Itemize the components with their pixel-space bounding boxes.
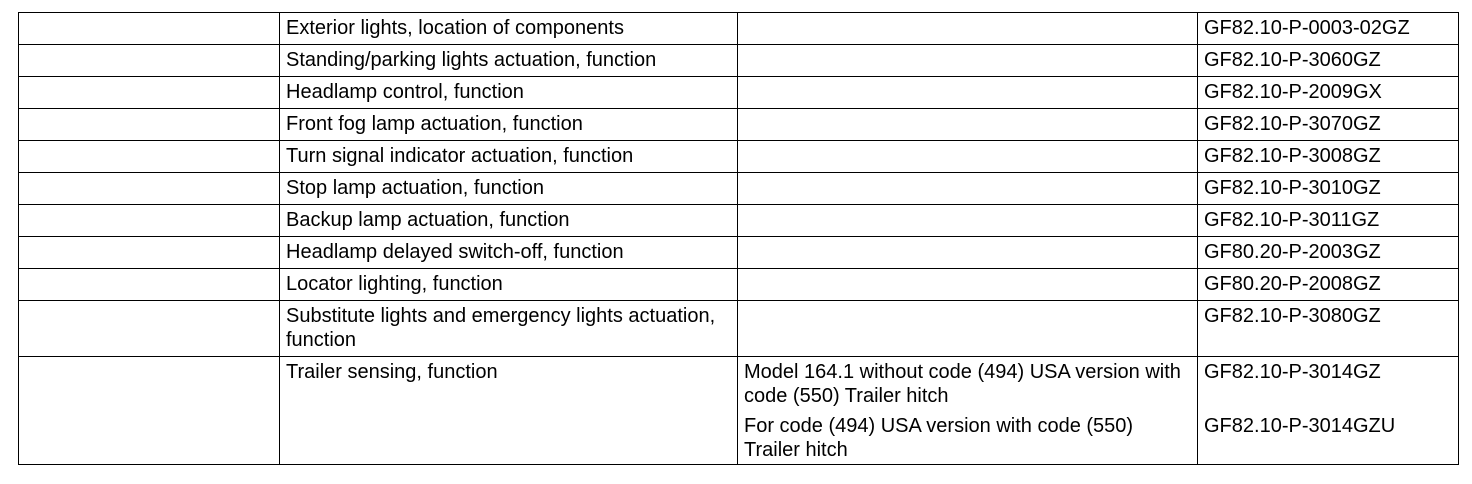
table-row bbox=[19, 269, 1459, 301]
document-code-cell[interactable]: GF82.10-P-3060GZ bbox=[1198, 45, 1459, 77]
reference-table bbox=[18, 12, 1459, 465]
document-code-cell[interactable]: GF82.10-P-3011GZ bbox=[1198, 205, 1459, 237]
table-row bbox=[19, 141, 1459, 173]
document-title-cell: Locator lighting, function bbox=[280, 269, 738, 301]
document-code-cell[interactable]: GF82.10-P-3008GZ bbox=[1198, 141, 1459, 173]
document-title-cell: Substitute lights and emergency lights actuation, function bbox=[280, 301, 738, 357]
empty-cell bbox=[19, 269, 280, 301]
document-title-cell: Turn signal indicator actuation, function bbox=[280, 141, 738, 173]
empty-cell bbox=[19, 77, 280, 109]
empty-cell bbox=[19, 13, 280, 45]
empty-cell bbox=[19, 45, 280, 77]
note-cell bbox=[738, 109, 1198, 141]
empty-cell bbox=[19, 109, 280, 141]
note-cell bbox=[738, 141, 1198, 173]
table-row bbox=[19, 45, 1459, 77]
note-cell bbox=[738, 13, 1198, 45]
table-row bbox=[19, 77, 1459, 109]
empty-cell bbox=[19, 237, 280, 269]
empty-cell bbox=[19, 141, 280, 173]
note-cell bbox=[738, 301, 1198, 357]
note-cell bbox=[738, 357, 1198, 465]
empty-cell bbox=[19, 357, 280, 465]
table-row bbox=[19, 237, 1459, 269]
document-title-cell: Exterior lights, location of components bbox=[280, 13, 738, 45]
document-code-cell[interactable]: GF82.10-P-3080GZ bbox=[1198, 301, 1459, 357]
note-cell bbox=[738, 237, 1198, 269]
document-title-cell: Standing/parking lights actuation, function bbox=[280, 45, 738, 77]
document-code-cell[interactable]: GF82.10-P-3010GZ bbox=[1198, 173, 1459, 205]
note-cell bbox=[738, 269, 1198, 301]
document-code-link[interactable]: GF82.10-P-3014GZU bbox=[1204, 415, 1396, 437]
document-code-cell[interactable]: GF82.10-P-2009GX bbox=[1198, 77, 1459, 109]
table-row bbox=[19, 357, 1459, 465]
empty-cell bbox=[19, 173, 280, 205]
table-row bbox=[19, 173, 1459, 205]
table-row bbox=[19, 109, 1459, 141]
table-row bbox=[19, 13, 1459, 45]
note-cell bbox=[738, 45, 1198, 77]
document-title-cell: Headlamp delayed switch-off, function bbox=[280, 237, 738, 269]
document-code-cell[interactable]: GF82.10-P-3070GZ bbox=[1198, 109, 1459, 141]
note-entry: Model 164.1 without code (494) USA version with code (550) Trailer hitch bbox=[744, 361, 1181, 407]
document-title-cell: Trailer sensing, function bbox=[280, 357, 738, 465]
document-title-cell: Backup lamp actuation, function bbox=[280, 205, 738, 237]
note-entry: For code (494) USA version with code (550) Trailer hitch bbox=[744, 415, 1134, 461]
empty-cell bbox=[19, 205, 280, 237]
note-cell bbox=[738, 173, 1198, 205]
note-cell bbox=[738, 205, 1198, 237]
table-row bbox=[19, 301, 1459, 357]
document-title-cell: Stop lamp actuation, function bbox=[280, 173, 738, 205]
note-cell bbox=[738, 77, 1198, 109]
document-code-cell[interactable]: GF82.10-P-0003-02GZ bbox=[1198, 13, 1459, 45]
empty-cell bbox=[19, 301, 280, 357]
table-row bbox=[19, 205, 1459, 237]
document-code-cell[interactable]: GF80.20-P-2003GZ bbox=[1198, 237, 1459, 269]
document-code-link[interactable]: GF82.10-P-3014GZ bbox=[1204, 361, 1381, 383]
document-code-cell bbox=[1198, 357, 1459, 465]
document-title-cell: Headlamp control, function bbox=[280, 77, 738, 109]
document-code-cell[interactable]: GF80.20-P-2008GZ bbox=[1198, 269, 1459, 301]
document-title-cell: Front fog lamp actuation, function bbox=[280, 109, 738, 141]
